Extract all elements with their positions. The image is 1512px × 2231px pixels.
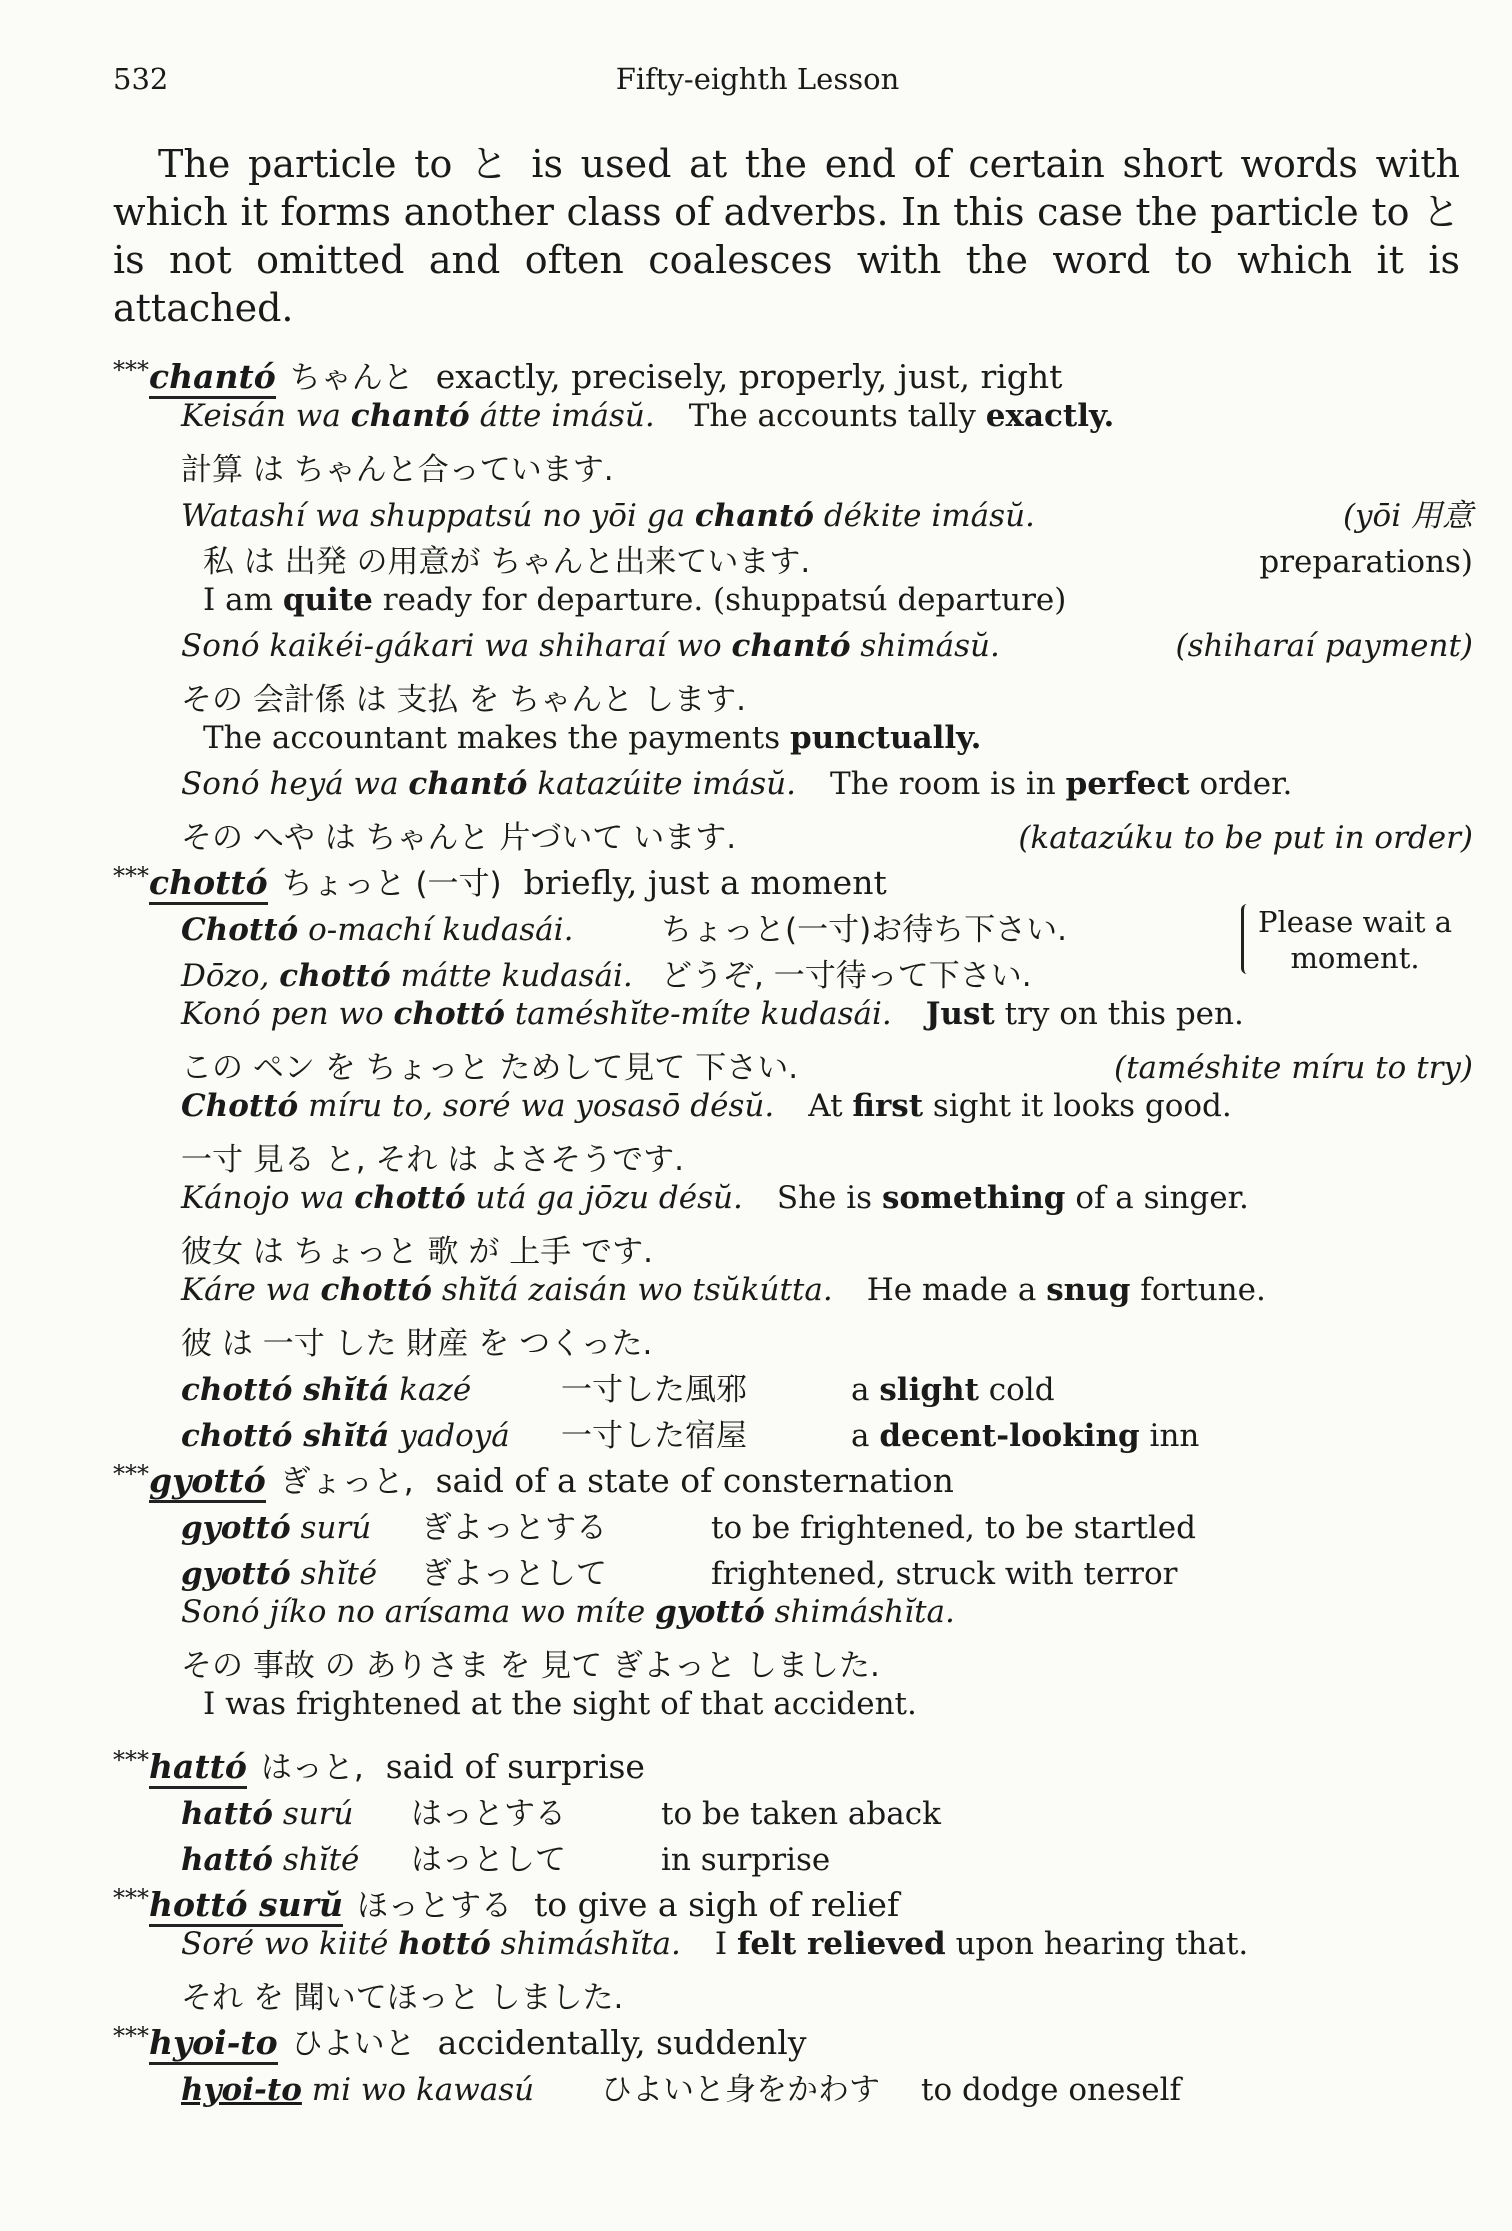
example-japanese: 計算 は ちゃんと合っています. <box>181 452 614 488</box>
phrase-line: chottó shĭtá kazé 一寸した風邪 a slight cold <box>181 1372 1055 1408</box>
intro-paragraph <box>113 140 1460 332</box>
headword: hottó surŭ <box>149 1885 343 1927</box>
headword-japanese: ちゃんと <box>289 360 414 396</box>
page-title: Fifty-eighth Lesson <box>615 62 900 96</box>
entry-gyotto-heading <box>113 1456 1473 1502</box>
example-romaji: Sonó kaikéi-gákari wa shiharaí wo chantó shimásŭ. (shiharaí payment) <box>181 628 1473 664</box>
example-english: I was frightened at the sight of that accident. <box>203 1686 917 1722</box>
example-japanese: 私 は 出発 の用意が ちゃんと出来ています. preparations) <box>203 544 1473 580</box>
headword-japanese: ひよいと <box>291 2026 416 2062</box>
intro-text: The particle to と is used at the end of certain short words with which it forms another class of adverbs. In this case the particle to と is not omitted and often coalesces with the word to which it is attached. <box>113 142 1460 330</box>
example-japanese: その へや は ちゃんと 片づいて います. (katazúku to be put in order) <box>181 820 1473 856</box>
example-romaji: Konó pen wo chottó taméshĭte-míte kudasái. Just try on this pen. <box>181 996 1244 1032</box>
headword-japanese: はっと, <box>260 1750 364 1786</box>
headword: chantó <box>149 357 276 399</box>
importance-stars: *** <box>113 862 149 890</box>
headword-meaning: to give a sigh of relief <box>533 1885 900 1924</box>
phrase-line: gyottó surú ぎよっとする to be frightened, to be startled <box>181 1510 1196 1546</box>
example-romaji: Kánojo wa chottó utá ga jōzu désŭ. She is something of a singer. <box>181 1180 1249 1216</box>
example-romaji: Watashí wa shuppatsú no yōi ga chantó dékite imásŭ. (yōi 用意 <box>181 498 1473 534</box>
importance-stars: *** <box>113 1884 149 1912</box>
phrase-line: hattó surú はっとする to be taken aback <box>181 1796 941 1832</box>
entry-chotto-heading <box>113 858 1473 904</box>
importance-stars: *** <box>113 1460 149 1488</box>
phrase-line: gyottó shĭté ぎよっとして frightened, struck with terror <box>181 1556 1178 1592</box>
headword-meaning: exactly, precisely, properly, just, right <box>435 357 1063 396</box>
example-japanese: 彼女 は ちょっと 歌 が 上手 です. <box>181 1234 653 1270</box>
headword-meaning: said of surprise <box>385 1747 645 1786</box>
example-japanese: 一寸 見る と, それ は よさそうです. <box>181 1142 684 1178</box>
shared-translation: Please wait a moment. <box>1258 905 1453 975</box>
example-line: Dōzo, chottó mátte kudasái. どうぞ, 一寸待って下さい. <box>181 958 1032 994</box>
entries <box>113 352 1473 2110</box>
example-japanese: それ を 聞いてほっと しました. <box>181 1980 624 2016</box>
phrase-line: hattó shĭté はっとして in surprise <box>181 1842 831 1878</box>
headword-japanese: ほっとする <box>356 1888 512 1924</box>
example-english: The accountant makes the payments punctually. <box>203 720 982 756</box>
headword-meaning: said of a state of consternation <box>435 1461 954 1500</box>
example-romaji: Soré wo kiité hottó shimáshĭta. I felt relieved upon hearing that. <box>181 1926 1249 1962</box>
example-japanese: その 事故 の ありさま を 見て ぎよっと しました. <box>181 1648 880 1684</box>
headword-meaning: briefly, just a moment <box>523 863 887 902</box>
headword-japanese: ちょっと (一寸) <box>281 866 502 902</box>
example-line: Chottó o-machí kudasái. ちょっと(一寸)お待ち下さい. <box>181 912 1068 948</box>
wait-example-group <box>113 904 1473 996</box>
headword: gyottó <box>149 1461 266 1503</box>
headword: hyoi-to <box>149 2023 278 2065</box>
brace <box>1241 904 1258 974</box>
entry-hyoito-heading <box>113 2018 1473 2064</box>
importance-stars: *** <box>113 356 149 384</box>
phrase-line: hyoi-to mi wo kawasú ひよいと身をかわす to dodge oneself <box>181 2072 1181 2108</box>
example-english: I am quite ready for departure. (shuppatsú departure) <box>203 582 1067 618</box>
example-romaji: Keisán wa chantó átte imásŭ. The accounts tally exactly. <box>181 398 1115 434</box>
entry-hotto-heading <box>113 1880 1473 1926</box>
headword: hattó <box>149 1747 247 1789</box>
page-header <box>113 62 1402 102</box>
headword-japanese: ぎょっと, <box>279 1464 414 1500</box>
example-romaji: Sonó jíko no arísama wo míte gyottó shimáshĭta. <box>181 1594 955 1630</box>
example-japanese: その 会計係 は 支払 を ちゃんと します. <box>181 682 746 718</box>
example-romaji: Chottó míru to, soré wa yosasō désŭ. At first sight it looks good. <box>181 1088 1232 1124</box>
example-japanese: 彼 は 一寸 した 財産 を つくった. <box>181 1326 653 1362</box>
entry-hatto-heading <box>113 1742 1473 1788</box>
importance-stars: *** <box>113 1746 149 1774</box>
headword-meaning: accidentally, suddenly <box>437 2023 807 2062</box>
example-romaji: Sonó heyá wa chantó katazúite imásŭ. The room is in perfect order. <box>181 766 1293 802</box>
importance-stars: *** <box>113 2022 149 2050</box>
entry-chanto-heading <box>113 352 1473 398</box>
example-japanese: この ペン を ちょっと ためして見て 下さい. (taméshite míru to try) <box>181 1050 1473 1086</box>
page-number: 532 <box>113 62 169 96</box>
example-romaji: Káre wa chottó shĭtá zaisán wo tsŭkútta. He made a snug fortune. <box>181 1272 1266 1308</box>
headword: chottó <box>149 863 268 905</box>
phrase-line: chottó shĭtá yadoyá 一寸した宿屋 a decent-looking inn <box>181 1418 1200 1454</box>
